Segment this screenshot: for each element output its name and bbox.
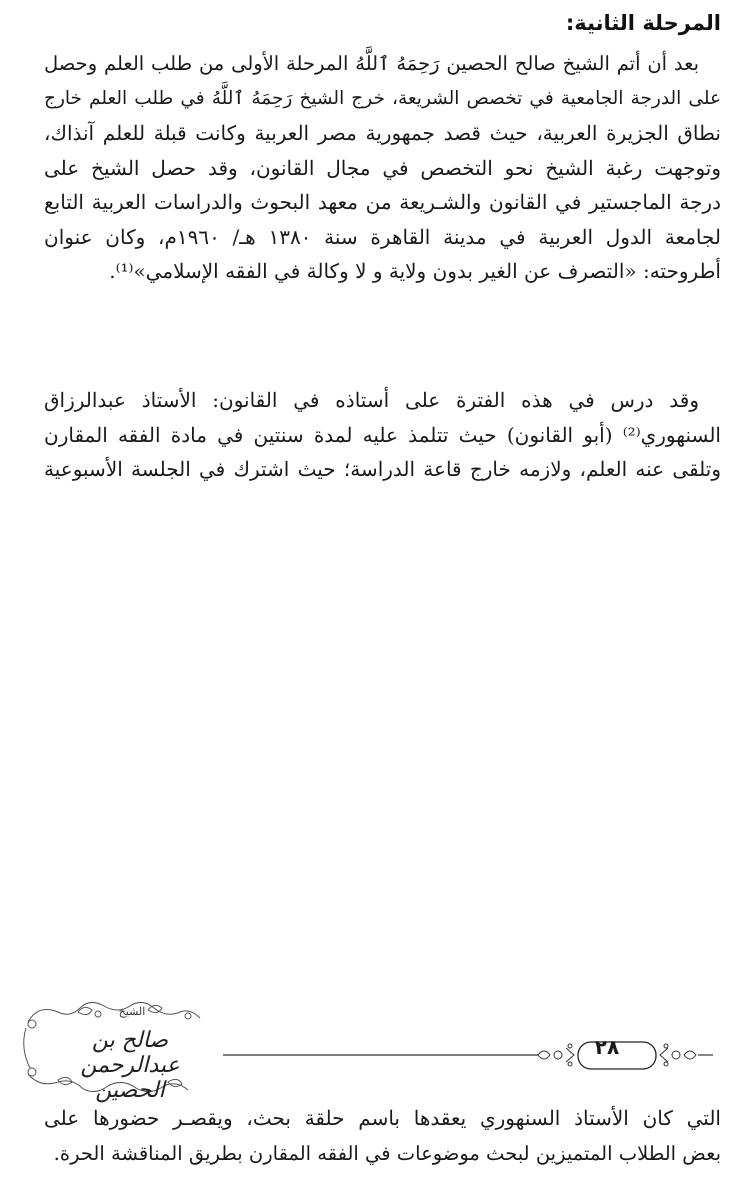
paragraph-line: بعد أن أتم الشيخ صالح الحصين رَحِمَهُ ٱللَّهُ المرحلة الأولى من طلب العلم وحصل: [44, 52, 699, 75]
paragraph-line: السنهوري⁽²⁾ (أبو القانون) حيث تتلمذ عليه لمدة سنتين في مادة الفقه المقارن: [44, 422, 721, 447]
logo-title: الشيخ: [118, 1005, 146, 1018]
paragraph-line: وقد درس في هذه الفترة على أستاذه في القانون: الأستاذ عبدالرزاق: [44, 388, 699, 412]
logo-calligraphy: صالح بن عبدالرحمن الحصين: [80, 1028, 180, 1103]
paragraph-line: أطروحته: «التصرف عن الغير بدون ولاية و لا وكالة في الفقه الإسلامي»⁽¹⁾.: [109, 259, 721, 283]
paragraph-line: وتلقى عنه العلم، ولازمه خارج قاعة الدراسة؛ حيث اشترك في الجلسة الأسبوعية: [44, 457, 721, 481]
paragraph-line: بعض الطلاب المتميزين لبحث موضوعات في الفقه المقارن بطريق المناقشة الحرة.: [53, 1142, 721, 1165]
paragraph-line: نطاق الجزيرة العربية، حيث قصد جمهورية مصر العربية وكانت قبلة للعلم آنذاك،: [44, 121, 721, 145]
paragraph-line: درجة الماجستير في القانون والشـريعة من معهد البحوث والدراسات العربية التابع: [44, 190, 721, 214]
paragraph-1: [44, 47, 721, 289]
paragraph-2: [44, 383, 721, 487]
paragraph-line: وتوجهت رغبة الشيخ نحو التخصص في مجال القانون، وقد حصل الشيخ على: [44, 155, 721, 180]
page-number: ٢٨: [594, 1035, 620, 1059]
paragraph-line: التي كان الأستاذ السنهوري يعقدها باسم حلقة بحث، ويقصـر حضورها على: [44, 1106, 721, 1130]
paragraph-3: [44, 1100, 721, 1172]
section-heading: المرحلة الثانية:: [565, 11, 721, 35]
paragraph-line: على الدرجة الجامعية في تخصص الشريعة، خرج الشيخ رَحِمَهُ ٱللَّهُ في طلب العلم خارج: [44, 87, 721, 109]
paragraph-line: لجامعة الدول العربية في مدينة القاهرة سنة ١٣٨٠ هـ/ ١٩٦٠م، وكان عنوان: [44, 224, 722, 249]
